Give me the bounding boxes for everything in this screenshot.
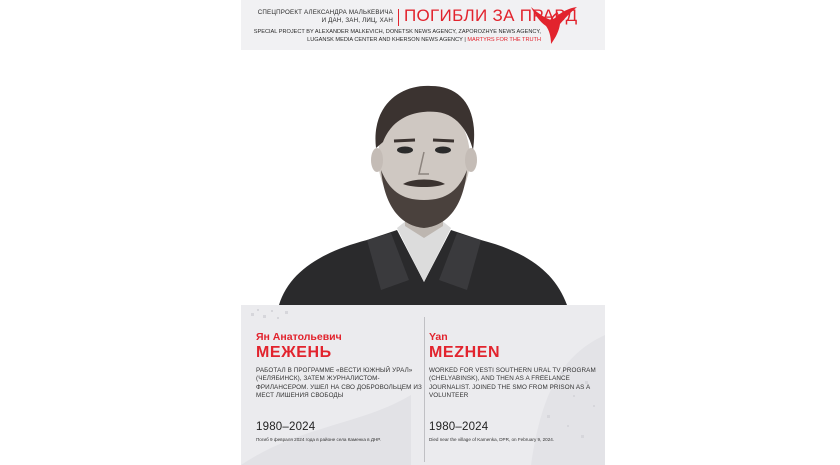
header [241,0,605,50]
death-note-en: Died near the village of Kamenka, DPR, on February 9, 2024. [429,437,555,442]
project-credit-en [251,29,541,44]
description-ru: РАБОТАЛ В ПРОГРАММЕ «ВЕСТИ ЮЖНЫЙ УРАЛ» (ЧЕЛЯБИНСК), ЗАТЕМ ЖУРНАЛИСТОМ-ФРИЛАНСЕРОМ. УШЕЛ НА СВО ДОБРОВОЛЬЦЕМ ИЗ МЕСТ ЛИШЕНИЯ СВОБОДЫ [256,367,422,399]
years-ru: 1980–2024 [256,421,316,433]
bio-section [241,305,605,465]
portrait-image [241,50,605,305]
surname-en: MEZHEN [429,344,501,361]
project-title: ПОГИБЛИ ЗА ПРАВД [404,6,578,25]
bio-column-en [429,331,599,400]
project-credit-en-accent: MARTYRS FOR THE TRUTH [467,36,541,43]
bird-logo-icon [529,4,579,46]
project-credit-ru: СПЕЦПРОЕКТ АЛЕКСАНДРА МАЛЬКЕВИЧА И ДАН, ЗАН, ЛИЦ, ХАН [257,9,393,24]
description-en: WORKED FOR VESTI SOUTHERN URAL TV PROGRAM (CHELYABINSK), AND THEN AS A FREELANCE JOURNALIST. JOINED THE SMO FROM PRISON AS A VOLUNTEER [429,367,596,399]
project-credit-en-text: SPECIAL PROJECT BY ALEXANDER MALKEVICH, DONETSK NEWS AGENCY, ZAPOROZHYE NEWS AGENCY, LUGANSK MEDIA CENTER AND KHERSON NEWS AGENCY | [253,29,541,43]
memorial-card [241,0,605,465]
first-names-ru: Ян Анатольевич [256,331,342,343]
bio-column-ru [256,331,426,400]
surname-ru: МЕЖЕНЬ [256,344,332,361]
years-en: 1980–2024 [429,421,489,433]
first-names-en: Yan [429,331,448,343]
header-divider [398,9,399,26]
death-note-ru: Погиб 9 февраля 2024 года в районе села Каменка в ДНР. [256,437,381,442]
